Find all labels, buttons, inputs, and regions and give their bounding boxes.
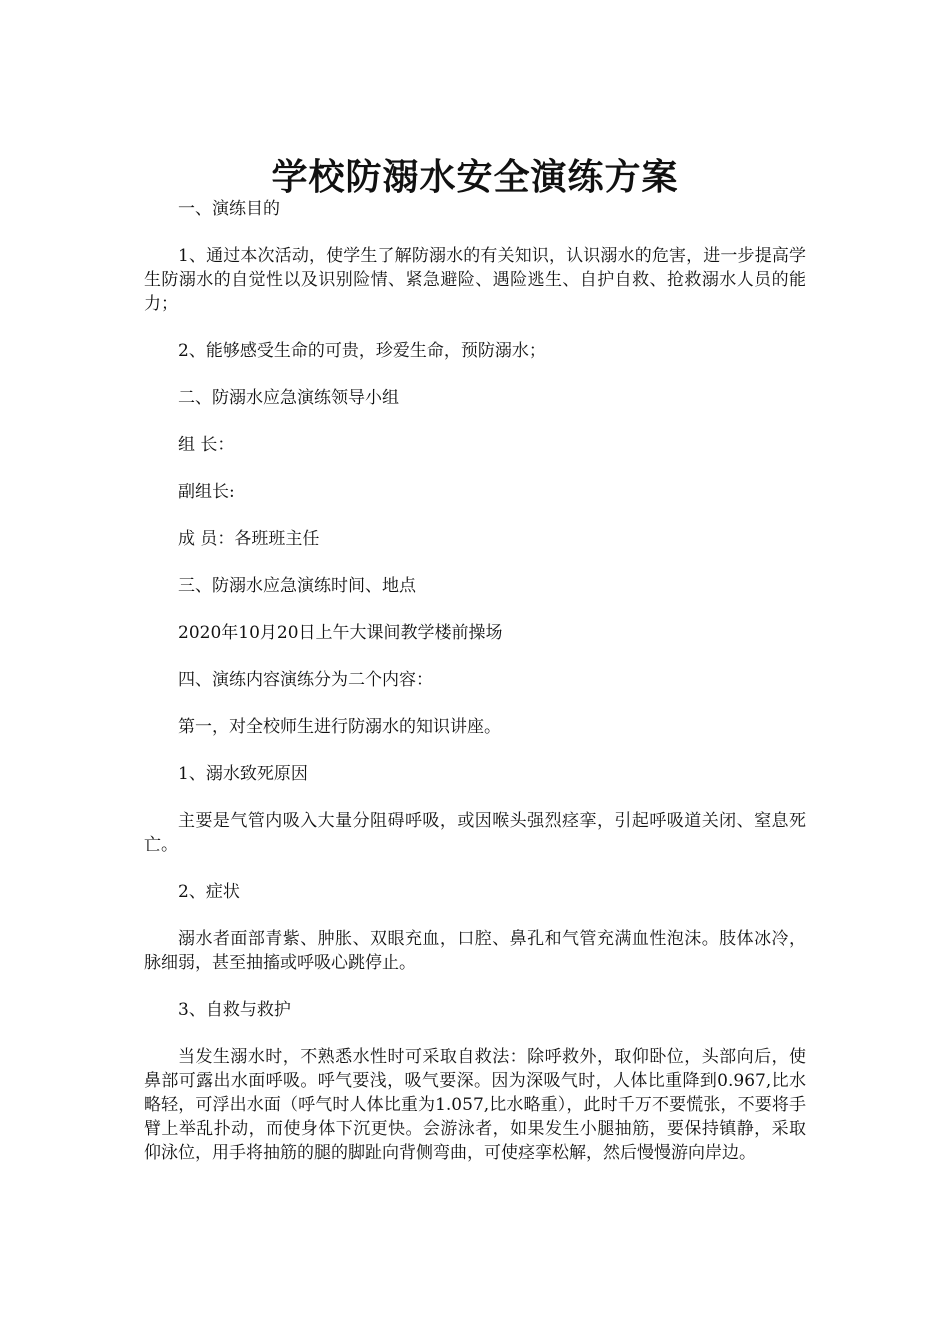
time-place-line: 2020年10月20日上午大课间教学楼前操场 [178,623,503,643]
paragraph: 第一，对全校师生进行防溺水的知识讲座。 [178,717,501,737]
deputy-leader-line: 副组长: [178,482,235,502]
paragraph: 2、能够感受生命的可贵，珍爱生命，预防溺水； [178,341,546,361]
section-heading-time-place: 三、防溺水应急演练时间、地点 [178,576,416,596]
paragraph: 1、通过本次活动，使学生了解防溺水的有关知识，认识溺水的危害，进一步提高学生防溺水的自觉性以及识别险情、紧急避险、遇险逃生、自护自救、抢救溺水人员的能力； [144,246,806,314]
document-body [144,197,806,1188]
paragraph: 溺水者面部青紫、肿胀、双眼充血，口腔、鼻孔和气管充满血性泡沫。肢体冰冷，脉细弱，甚至抽搐或呼吸心跳停止。 [144,929,806,973]
subheading-self-rescue: 3、自救与救护 [178,1000,291,1020]
section-heading-purpose: 一、演练目的 [178,199,280,219]
section-heading-leadership: 二、防溺水应急演练领导小组 [178,388,399,408]
subheading-cause: 1、溺水致死原因 [178,764,308,784]
subheading-symptoms: 2、症状 [178,882,240,902]
members-line: 成 员：各班班主任 [178,529,320,549]
paragraph: 主要是气管内吸入大量分阻碍呼吸，或因喉头强烈痉挛，引起呼吸道关闭、窒息死亡。 [144,811,806,855]
document-title: 学校防溺水安全演练方案 [271,156,679,199]
leader-line: 组 长： [178,435,235,455]
section-heading-content: 四、演练内容演练分为二个内容： [178,670,433,690]
paragraph: 当发生溺水时，不熟悉水性时可采取自救法：除呼救外，取仰卧位，头部向后，使鼻部可露出水面呼吸。呼气要浅，吸气要深。因为深吸气时，人体比重降到0.967,比水略轻，可浮出水面（呼气时人体比重为1.057,比水略重），此时千万不要慌张，不要将手臂上举乱扑动，而使身体下沉更快。会游泳者，如果发生小腿抽筋，要保持镇静，采取仰泳位，用手将抽筋的腿的脚趾向背侧弯曲，可使痉挛松解，然后慢慢游向岸边。 [144,1047,806,1163]
